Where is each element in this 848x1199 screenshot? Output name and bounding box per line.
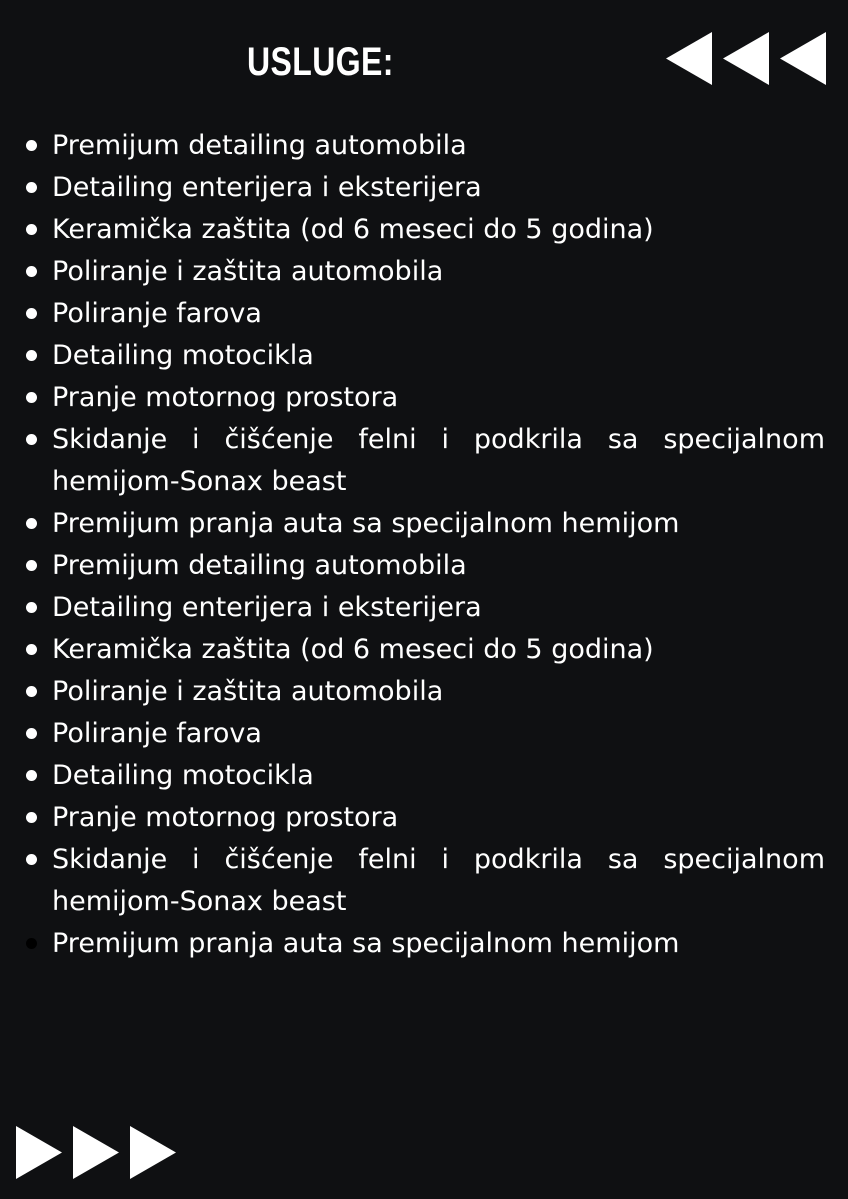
bullet-icon (26, 938, 37, 949)
service-label: Detailing enterijera i eksterijera (52, 592, 482, 623)
bullet-icon (26, 644, 37, 655)
bullet-icon (26, 854, 37, 865)
bullet-icon (26, 770, 37, 781)
bullet-icon (26, 266, 37, 277)
bullet-icon (26, 434, 37, 445)
bullet-icon (26, 602, 37, 613)
service-item (22, 797, 825, 839)
service-item (22, 629, 825, 671)
bullet-icon (26, 224, 37, 235)
service-item (22, 125, 825, 167)
service-label: Poliranje farova (52, 298, 262, 329)
service-item (22, 167, 825, 209)
forward-triple-arrow-icon (16, 1126, 176, 1179)
service-item (22, 293, 825, 335)
service-label: Premijum detailing automobila (52, 130, 467, 161)
service-label: Premijum pranja auta sa specijalnom hemijom (52, 928, 680, 959)
service-item (22, 545, 825, 587)
bullet-icon (26, 350, 37, 361)
service-item (22, 209, 825, 251)
service-label: Premijum pranja auta sa specijalnom hemijom (52, 508, 680, 539)
service-item (22, 503, 825, 545)
service-item (22, 923, 825, 965)
rewind-triple-arrow-icon (666, 32, 826, 85)
service-label: Detailing motocikla (52, 340, 314, 371)
bullet-icon (26, 686, 37, 697)
service-label: Pranje motornog prostora (52, 802, 399, 833)
service-label: Poliranje farova (52, 718, 262, 749)
service-label: Pranje motornog prostora (52, 382, 399, 413)
service-item (22, 335, 825, 377)
bullet-icon (26, 392, 37, 403)
bullet-icon (26, 728, 37, 739)
bullet-icon (26, 140, 37, 151)
service-label: Skidanje i čišćenje felni i podkrila sa specijalnom hemijom-Sonax beast (52, 844, 825, 917)
service-label: Skidanje i čišćenje felni i podkrila sa specijalnom hemijom-Sonax beast (52, 424, 825, 497)
service-item (22, 755, 825, 797)
service-label: Poliranje i zaštita automobila (52, 676, 444, 707)
service-label: Poliranje i zaštita automobila (52, 256, 444, 287)
page-title: USLUGE: (247, 40, 394, 84)
bullet-icon (26, 308, 37, 319)
service-item (22, 671, 825, 713)
service-item (22, 377, 825, 419)
services-list (22, 125, 825, 965)
service-item (22, 713, 825, 755)
bullet-icon (26, 182, 37, 193)
service-item (22, 839, 825, 923)
bullet-icon (26, 812, 37, 823)
service-item (22, 587, 825, 629)
service-label: Keramička zaštita (od 6 meseci do 5 godina) (52, 214, 654, 245)
bullet-icon (26, 518, 37, 529)
service-label: Detailing motocikla (52, 760, 314, 791)
bullet-icon (26, 560, 37, 571)
service-label: Detailing enterijera i eksterijera (52, 172, 482, 203)
service-label: Keramička zaštita (od 6 meseci do 5 godina) (52, 634, 654, 665)
service-label: Premijum detailing automobila (52, 550, 467, 581)
service-item (22, 251, 825, 293)
service-item (22, 419, 825, 503)
